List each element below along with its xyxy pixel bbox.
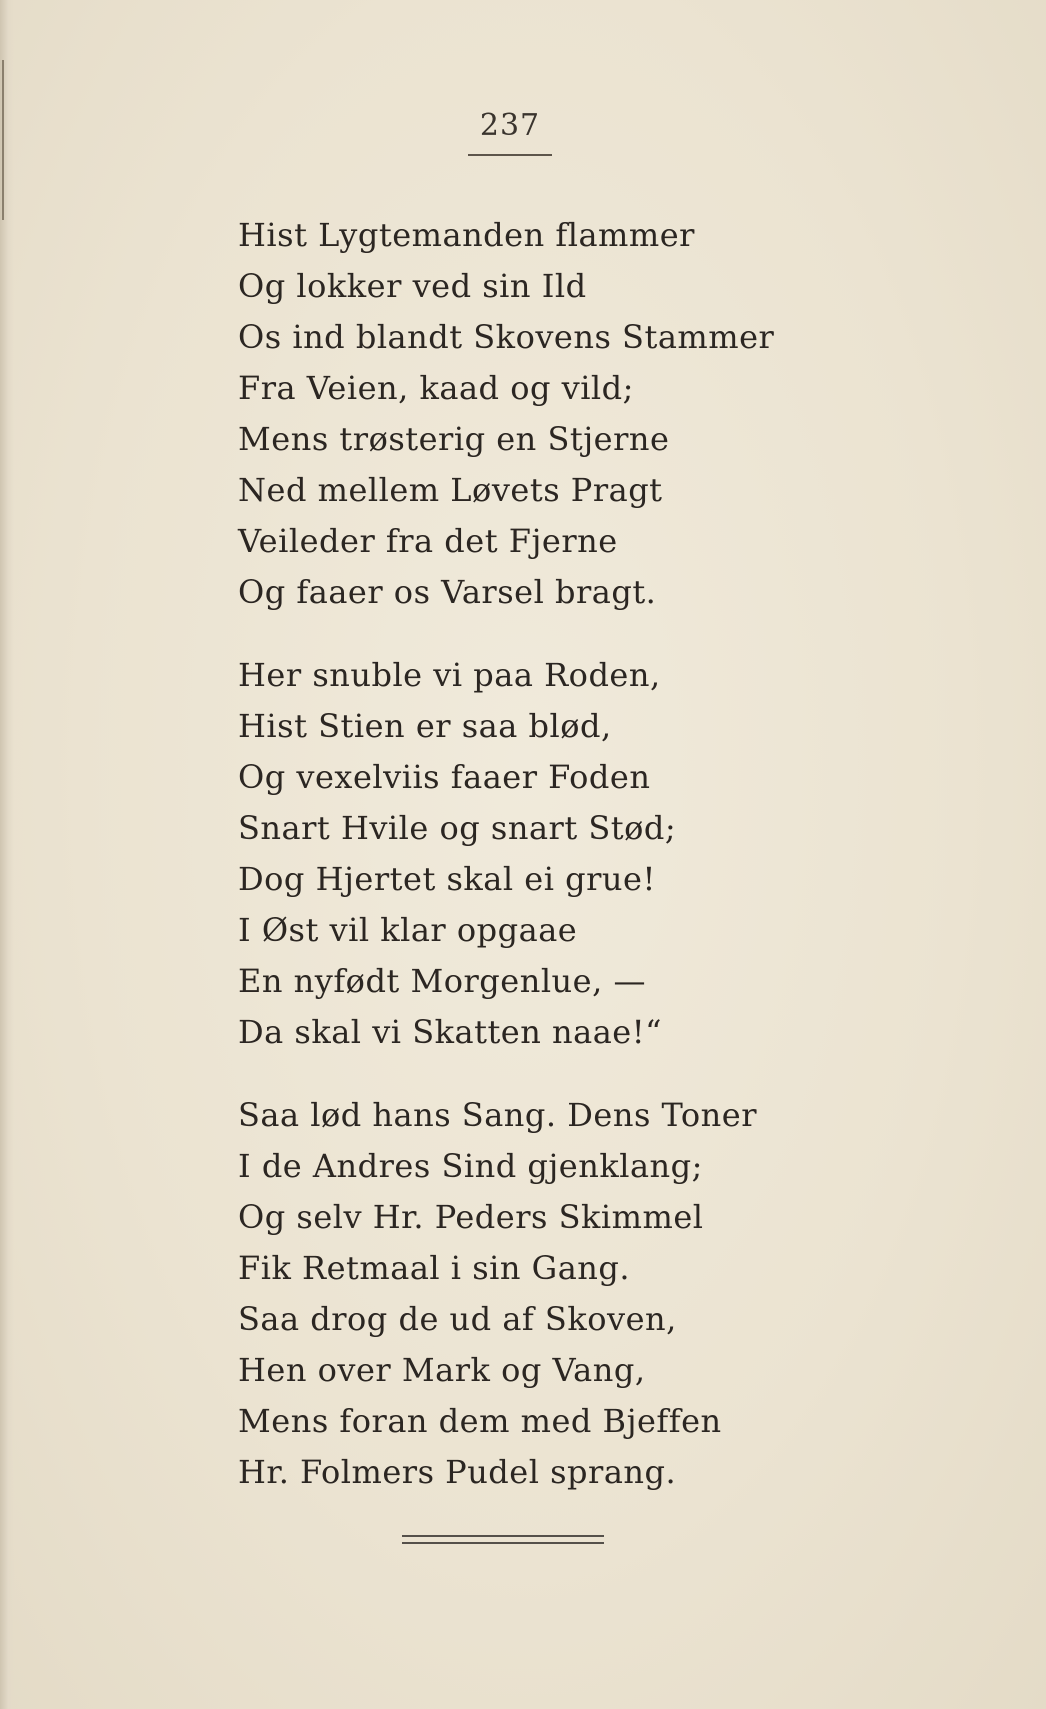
verse-line: Og selv Hr. Peders Skimmel [238,1198,704,1236]
verse-line: Hist Lygtemanden flammer [238,216,695,254]
verse-line: Hist Stien er saa blød, [238,707,612,745]
verse-line: Ned mellem Løvets Pragt [238,471,663,509]
end-double-rule-bottom [402,1542,604,1544]
verse-line: Saa lød hans Sang. Dens Toner [238,1096,757,1134]
verse-line: Snart Hvile og snart Stød; [238,809,677,847]
page-number: 237 [479,108,541,143]
verse-line: En nyfødt Morgenlue, — [238,962,646,1000]
verse-line: Her snuble vi paa Roden, [238,656,661,694]
page-edge-shadow [0,0,14,1709]
end-double-rule-top [402,1535,604,1537]
verse-line: Os ind blandt Skovens Stammer [238,318,775,356]
binding-mark [2,60,4,220]
verse-line: Mens foran dem med Bjeffen [238,1402,722,1440]
verse-line: Og lokker ved sin Ild [238,267,587,305]
verse-line: Saa drog de ud af Skoven, [238,1300,677,1338]
stanza-3 [238,1090,757,1498]
page-number-underline [468,154,552,156]
verse-line: Fra Veien, kaad og vild; [238,369,634,407]
verse-line: Veileder fra det Fjerne [238,522,618,560]
verse-line: Mens trøsterig en Stjerne [238,420,670,458]
verse-line: I de Andres Sind gjenklang; [238,1147,703,1185]
stanza-1 [238,210,774,618]
stanza-2 [238,650,676,1058]
verse-line: Og faaer os Varsel bragt. [238,573,657,611]
verse-line: Hen over Mark og Vang, [238,1351,646,1389]
verse-line: Og vexelviis faaer Foden [238,758,651,796]
verse-line: Da skal vi Skatten naae!“ [238,1013,662,1051]
verse-line: Dog Hjertet skal ei grue! [238,860,656,898]
verse-line: I Øst vil klar opgaae [238,911,578,949]
verse-line: Hr. Folmers Pudel sprang. [238,1453,677,1491]
verse-line: Fik Retmaal i sin Gang. [238,1249,631,1287]
